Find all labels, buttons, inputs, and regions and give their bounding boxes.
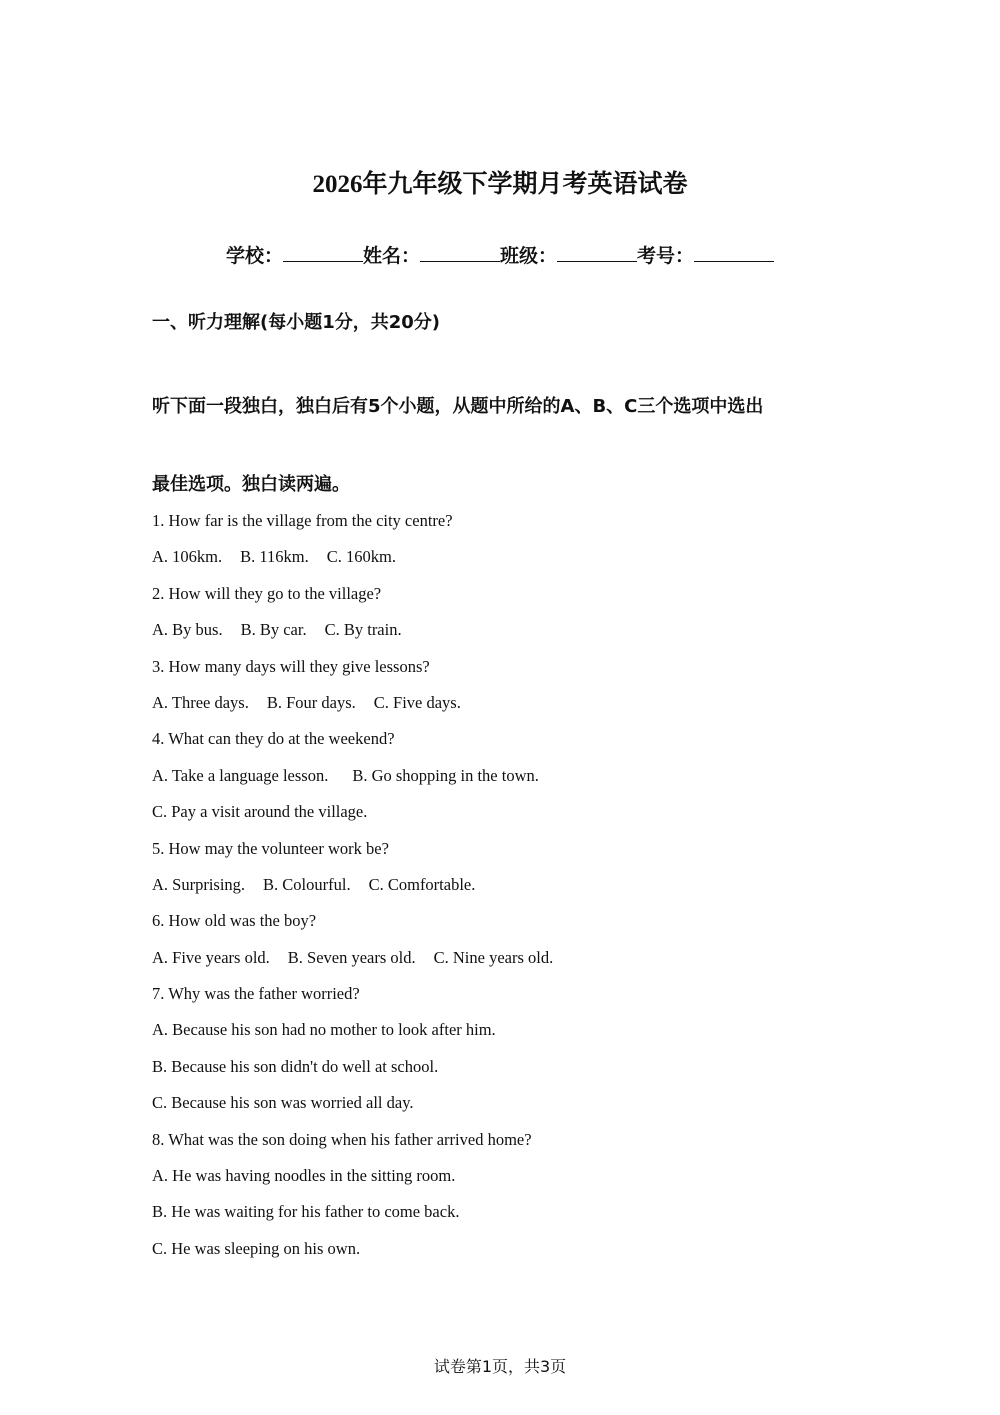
option-c: C. Pay a visit around the village. <box>152 802 368 822</box>
option-b: B. Colourful. <box>263 874 351 894</box>
page-footer: 试卷第1页，共3页 <box>433 1357 567 1376</box>
option-c: C. Five days. <box>373 692 461 712</box>
question-1: 1. How far is the village from the city centre? <box>152 511 453 530</box>
option-a: A. Surprising. <box>152 874 246 894</box>
question-4-options-ab <box>152 764 872 788</box>
question-8-option-a: A. He was having noodles in the sitting room. <box>152 1166 456 1186</box>
question-1-options <box>152 545 872 569</box>
question-3: 3. How many days will they give lessons? <box>152 656 430 676</box>
question-7: 7. Why was the father worried? <box>152 984 360 1004</box>
option-c: C. 160km. <box>326 547 396 567</box>
question-6-options <box>152 946 872 970</box>
exam-number-label: 考号： <box>637 245 695 267</box>
school-blank <box>283 243 363 262</box>
question-5: 5. How may the volunteer work be? <box>152 838 389 858</box>
question-7-option-b: B. Because his son didn't do well at school. <box>152 1056 439 1076</box>
question-2: 2. How will they go to the village? <box>152 583 382 603</box>
question-4: 4. What can they do at the weekend? <box>152 729 395 749</box>
name-label: 姓名： <box>362 245 420 267</box>
exam-number-blank <box>694 243 774 262</box>
student-info-line <box>0 242 1000 270</box>
option-a: A. 106km. <box>152 547 223 567</box>
section-instructions <box>152 368 872 524</box>
option-b: B. By car. <box>240 620 307 640</box>
option-c: C. Nine years old. <box>433 947 554 967</box>
question-8-option-c: C. He was sleeping on his own. <box>152 1238 361 1258</box>
question-5-options <box>152 873 872 897</box>
class-label: 班级： <box>500 245 558 267</box>
option-c: C. By train. <box>324 620 402 640</box>
question-3-options <box>152 691 872 715</box>
class-blank <box>557 243 637 262</box>
school-label: 学校： <box>225 245 283 267</box>
question-8: 8. What was the son doing when his father arrived home? <box>152 1129 532 1149</box>
question-2-options <box>152 618 872 642</box>
question-7-option-a: A. Because his son had no mother to look after him. <box>152 1020 496 1040</box>
option-a: A. By bus. <box>152 620 223 640</box>
exam-title: 2026年九年级下学期月考英语试卷 <box>312 171 688 198</box>
option-a: A. Take a language lesson. <box>152 765 329 785</box>
option-b: B. 116km. <box>240 547 309 567</box>
questions-list <box>152 509 872 1273</box>
section-heading: 一、听力理解(每小题1分，共20分) <box>152 312 441 333</box>
instruction-line-1: 听下面一段独白，独白后有5个小题，从题中所给的A、B、C三个选项中选出 <box>152 396 764 417</box>
option-a: A. Five years old. <box>152 947 270 967</box>
question-8-option-b: B. He was waiting for his father to come back. <box>152 1202 460 1222</box>
instruction-line-2: 最佳选项。独白读两遍。 <box>152 474 350 495</box>
question-6: 6. How old was the boy? <box>152 911 317 931</box>
question-7-option-c: C. Because his son was worried all day. <box>152 1093 414 1113</box>
option-c: C. Comfortable. <box>368 874 476 894</box>
name-blank <box>420 243 500 262</box>
question-4-option-c <box>152 800 872 824</box>
option-b: B. Four days. <box>266 692 356 712</box>
option-a: A. Three days. <box>152 692 249 712</box>
option-b: B. Go shopping in the town. <box>352 765 539 785</box>
option-b: B. Seven years old. <box>287 947 416 967</box>
